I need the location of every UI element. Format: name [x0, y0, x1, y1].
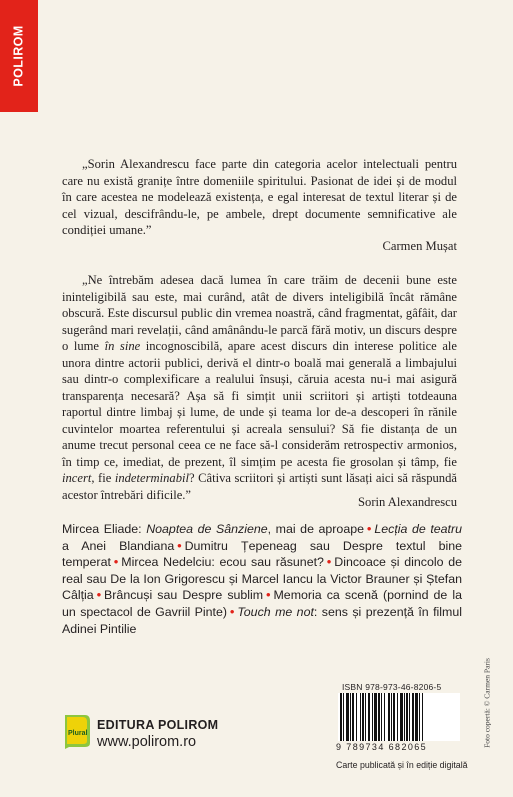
barcode-bar [372, 693, 373, 741]
barcode-bar [397, 693, 398, 741]
barcode-bar [409, 693, 410, 741]
bullet-separator: • [96, 588, 102, 603]
barcode-bar [419, 693, 420, 741]
isbn-barcode [338, 693, 460, 741]
publisher-block [97, 718, 218, 750]
barcode-bar [360, 693, 361, 741]
quote-sorin-alexandrescu: „Ne întrebăm adesea dacă lumea în care trăim de decenii bune este ininteligibilă sau este, mai curând, atât de divers inteligibilă încât rămâne obscură. Este discursul public din vremea noastră, când fragmentat, gâfâit, dar sugerând mari revelații, când amânându-le parcă fără motiv, un discurs despre o lume în sine incognoscibilă, apare acest discurs din interese politice ale unora dintre actorii publici, derivă el dintr-o boală mai generală a limbajului sau dintr-o complexificare a realului însuși, căruia acesta nu-i mai asigură transparența necesară? Așa să fi simțit unii scriitori și artiști totdeauna raportul dintre limbaj și lume, de unde și teama lor de-a descoperi în rănile cuvintelor moartea referentului și acreala sensului? Să fie distanța de un anume trecut personal ceea ce ne face să-l considerăm retrospectiv armonios, în timp ce, imediat, de prezent, îl simțim pe acesta fie grosolan și tâmp, fie incert, fie indeterminabil? Câtiva scriitori și artiști sunt lăsați aici să răspundă acestor întrebări dificile.” [62, 273, 458, 502]
contents-item: Brâncuși sau Despre sublim [104, 588, 264, 603]
barcode-bar [391, 693, 392, 741]
plural-logo-text: Plural [68, 730, 88, 737]
barcode-bar [343, 693, 344, 741]
digital-edition-note: Carte publicată și în ediție digitală [336, 760, 468, 770]
contents-item: Mircea Eliade: Noaptea de Sânziene, mai de aproape [62, 522, 364, 536]
barcode-bar [384, 693, 385, 741]
barcode-bar [404, 693, 405, 741]
barcode-bar [393, 693, 395, 741]
publisher-website: www.polirom.ro [97, 734, 197, 750]
barcode-bar [352, 693, 354, 741]
barcode-bar [346, 693, 349, 741]
table-of-contents [62, 521, 462, 637]
contents-item: Dumitru Țepeneag sau Despre textul bine temperat [62, 538, 462, 570]
barcode-bar [381, 693, 382, 741]
barcode-bar [406, 693, 408, 741]
polirom-logo-text: POLIROM [12, 25, 27, 87]
contents-item: Lecția de teatru a Anei Blandiana [62, 522, 463, 553]
barcode-bar [374, 693, 377, 741]
barcode-bar [378, 693, 380, 741]
quote-attribution-carmen-musat: Carmen Mușat [382, 239, 457, 253]
contents-item: Mircea Nedelciu: ecou sau răsunet? [121, 555, 324, 570]
plural-logo-icon [63, 713, 91, 749]
contents-item: Touch me not: sens și prezență în filmul Adinei Pintilie [62, 604, 462, 636]
bullet-separator: • [230, 604, 235, 619]
bullet-separator: • [326, 555, 332, 570]
barcode-bar [422, 693, 423, 741]
bullet-separator: • [177, 538, 182, 553]
barcode-bar [362, 693, 364, 741]
barcode-bar [340, 693, 342, 741]
bullet-separator: • [113, 555, 119, 570]
contents-item: Memoria ca scenă (pornind de la un spectacol de Gavriil Pinte) [62, 588, 462, 619]
barcode-bar [388, 693, 390, 741]
barcode-bar [365, 693, 366, 741]
barcode-bar [368, 693, 370, 741]
barcode-bar [400, 693, 403, 741]
quote-carmen-musat: „Sorin Alexandrescu face parte din categoria acelor intelectuali pentru care nu există granițe între domeniile spiritului. Pasionat de idei și de modul în care acestea ne modelează existența, e egal interesat de textul literar și de cel vizual, descifrându-le, pe ambele, drept documente semnificative ale condiției umane.” [62, 157, 457, 237]
barcode-bar [412, 693, 414, 741]
bullet-separator: • [367, 522, 372, 536]
publisher-name: EDITURA POLIROM [97, 718, 219, 732]
quote-attribution-sorin-alexandrescu: Sorin Alexandrescu [358, 495, 457, 509]
bullet-separator: • [266, 588, 271, 603]
photo-credit: Foto copertă: © Carmen Paris [482, 658, 492, 748]
barcode-bar [415, 693, 418, 741]
barcode-bar [356, 693, 357, 741]
contents-item: Dincoace și dincolo de real sau De la Ion Grigorescu și Marcel Iancu la Victor Brauner și Ștefan Câlția [62, 555, 462, 603]
barcode-bar [350, 693, 351, 741]
isbn-label: ISBN 978-973-46-8206-5 [342, 682, 442, 692]
barcode-digits: 9 789734 682065 [336, 742, 428, 752]
polirom-logo-band [0, 0, 38, 112]
